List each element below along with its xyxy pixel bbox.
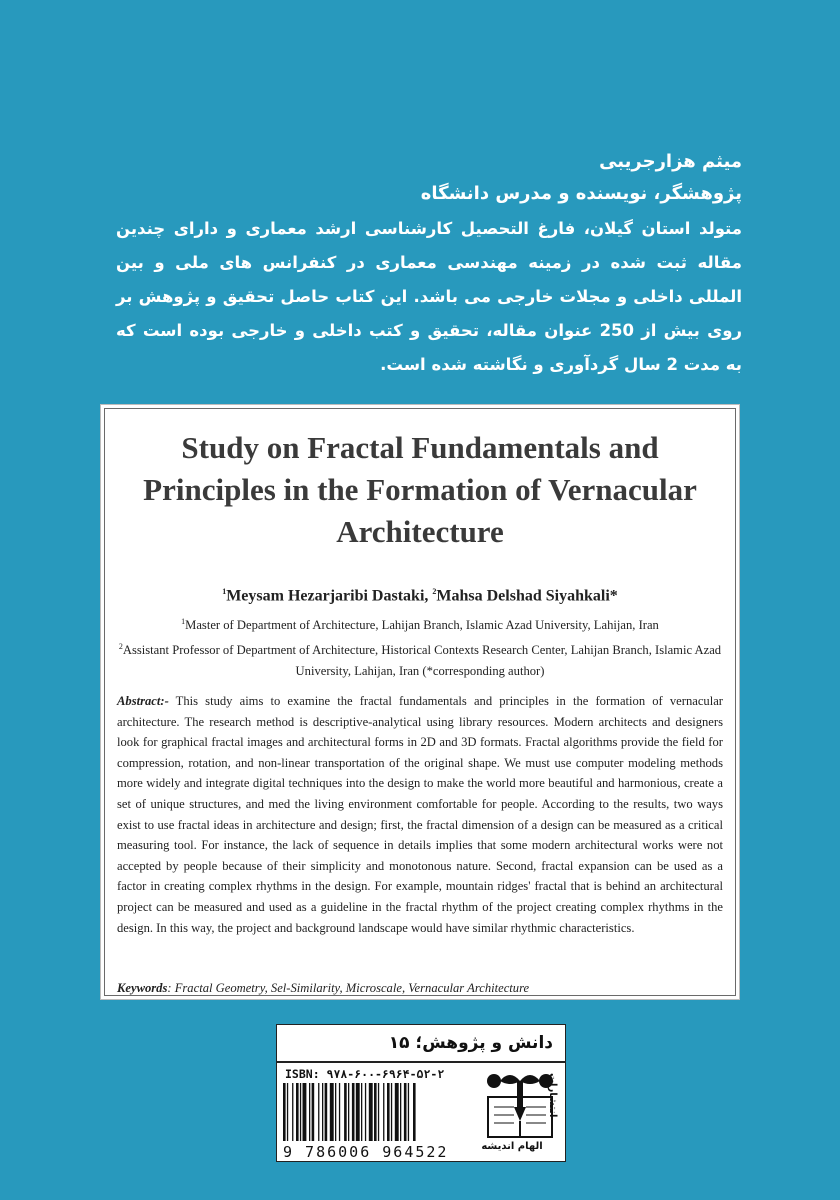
- paper-title-line: Study on Fractal Fundamentals and: [181, 430, 659, 465]
- author-role: پژوهشگر، نویسنده و مدرس دانشگاه: [420, 183, 742, 204]
- author-1: Meysam Hezarjaribi Dastaki,: [226, 587, 433, 605]
- publisher-label: انتشارات: [547, 1073, 558, 1118]
- keywords-text: : Fractal Geometry, Sel-Similarity, Microscale, Vernacular Architecture: [167, 981, 530, 995]
- isbn-text: ISBN: ۹۷۸-۶۰۰-۶۹۶۴-۵۲-۲: [285, 1067, 445, 1081]
- paper-keywords: [117, 981, 723, 996]
- abstract-text: This study aims to examine the fractal fundamentals and principles in the formation of vernacular architecture. The research method is descriptive-analytical using library resources. Modern architects and designers look for graphical fractal images and architectural forms in 2D and 3D formats. Fractal algorithms provide the field for compression, rotation, and non-linear transportation of the original shape. We must use computer modeling methods more widely and integrate digital techniques into the design to make the world more beautiful and harmonious, create a set of unique structures, and med the living environment comfortable for people. According to the results, two ways exist to use fractal ideas in architecture and design; first, the fractal dimension of a design can be measured as a critical measuring tool. For instance, the lack of sequence in details implies that some modern architectural works were not accepted by people because of their simplicity and monotonous nature. Second, fractal expansion can be used as a factor in creating complex rhythms in the design. For example, mountain ridges' fractal that is behind an architectural project can be measured and used as a guideline in the fractal rhythm of the project creating complex rhythms in the design. In this way, the project and background landscape would have similar rhythmic characteristics.: [117, 694, 723, 935]
- barcode-number: 9 786006 964522: [283, 1143, 449, 1161]
- paper-authors: [105, 587, 735, 605]
- affil-sup: 2: [118, 642, 123, 652]
- affil-2-text: Assistant Professor of Department of Architecture, Historical Contexts Research Center, Lahijan Branch, Islamic Azad University, Lahijan, Iran (*corresponding author): [122, 643, 722, 679]
- author-bio: [116, 146, 742, 382]
- paper-frame: [104, 408, 736, 996]
- affiliation-2: [115, 636, 725, 682]
- affil-sup: 1: [181, 617, 186, 626]
- paper-excerpt: [100, 404, 740, 1000]
- paper-abstract: [117, 691, 723, 938]
- affil-1-text: Master of Department of Architecture, Lahijan Branch, Islamic Azad University, Lahijan, Iran: [185, 618, 659, 633]
- paper-title-line: Architecture: [336, 514, 504, 549]
- series-label: دانش و پژوهش؛ ۱۵: [276, 1024, 566, 1062]
- affiliation-1: [115, 611, 725, 636]
- author-sup: 2: [432, 587, 437, 596]
- author-description: متولد استان گیلان، فارغ التحصیل کارشناسی ارشد معماری و دارای چندین مقاله ثبت شده در زمینه مهندسی معماری در کنفرانس های ملی و بین المللی داخلی و مجلات خارجی می باشد. این کتاب حاصل تحقیق و پژوهش بر روی بیش از 250 عنوان مقاله، تحقیق و کتب داخلی و خارجی بوده است که به مدت 2 سال گردآوری و نگاشته شده است.: [116, 219, 742, 374]
- paper-title: [105, 427, 735, 553]
- paper-title-line: Principles in the Formation of Vernacular: [143, 472, 697, 507]
- author-name: میثم هزارجریبی: [599, 151, 742, 172]
- abstract-label: Abstract:-: [117, 694, 169, 708]
- publisher-name: الهام اندیشه: [481, 1141, 543, 1152]
- author-2: Mahsa Delshad Siyahkali*: [436, 587, 618, 605]
- paper-affiliations: [115, 611, 725, 682]
- keywords-label: Keywords: [117, 981, 168, 995]
- author-sup: 1: [222, 587, 227, 596]
- barcode-icon: [281, 1083, 477, 1143]
- barcode-panel: [276, 1062, 566, 1162]
